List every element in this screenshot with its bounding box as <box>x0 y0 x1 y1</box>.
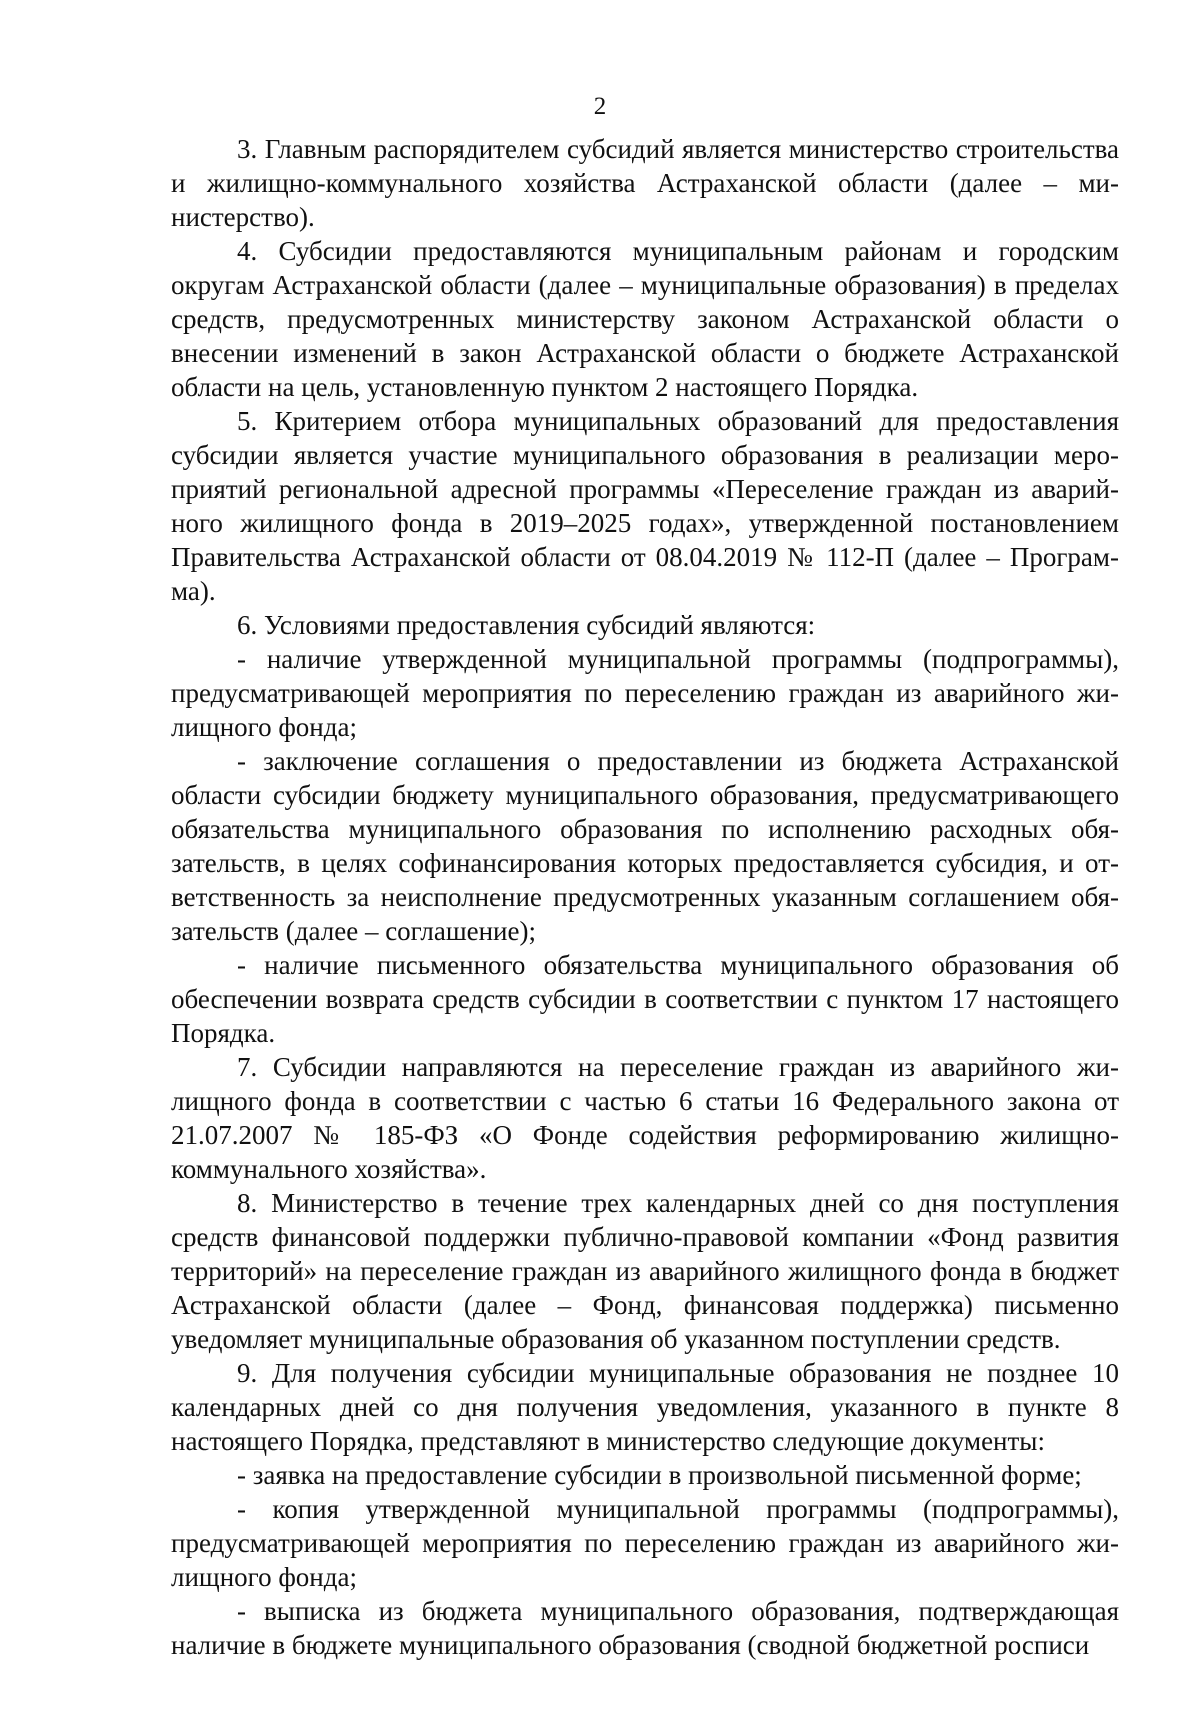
paragraph-7-subsidy-purpose: 7. Субсидии направляются на переселение граждан из аварийного жилищного фонда в соответствии с частью 6 статьи 16 Федерального закона от 21.07.2007 № 185-ФЗ «О Фонде содействия реформированию жилищно-коммунального хозяйства». <box>171 1052 1119 1184</box>
document-item-application: - заявка на предоставление субсидии в произвольной письменной форме; <box>237 1460 1082 1490</box>
paragraph-8-ministry-notification: 8. Министерство в течение трех календарных дней со дня поступления средств финансовой поддержки публично-правовой компании «Фонд развития территорий» на переселение граждан из аварийного жилищного фонда в бюджет Астраханской области (далее – Фонд, финансовая поддержка) письменно уведомляет муниципальные образования об указанном поступлении средств. <box>171 1188 1119 1354</box>
paragraph-9-documents-heading: 9. Для получения субсидии муниципальные образования не позднее 10 календарных дней со дня получения уведомления, указанного в пункте 8 настоящего Порядка, представляют в министерство следующие документы: <box>171 1358 1119 1456</box>
page-number: 2 <box>593 93 607 120</box>
document-item-budget-extract: - выписка из бюджета муниципального образования, подтверждающая наличие в бюджете муниципального образования (сводной бюджетной росписи <box>171 1596 1119 1660</box>
paragraph-3-chief-administrator: 3. Главным распорядителем субсидий является министерство строительства и жилищно-коммунального хозяйства Астраханской области (далее – министерство). <box>171 134 1119 232</box>
condition-item-agreement: - заключение соглашения о предоставлении из бюджета Астраханской области субсидии бюджету муниципального образования, предусматривающего обязательства муниципального образования по исполнению расходных обязательств, в целях софинансирования которых предоставляется субсидия, и ответственность за неисполнение предусмотренных указанным соглашением обязательств (далее – соглашение); <box>171 746 1119 946</box>
document-body <box>171 132 1119 1662</box>
document-item-program-copy: - копия утвержденной муниципальной программы (подпрограммы), предусматривающей мероприятия по переселению граждан из аварийного жилищного фонда; <box>171 1494 1119 1592</box>
paragraph-6-conditions-heading: 6. Условиями предоставления субсидий являются: <box>237 610 816 640</box>
paragraph-4-subsidy-recipients: 4. Субсидии предоставляются муниципальным районам и городским округам Астраханской области (далее – муниципальные образования) в пределах средств, предусмотренных министерству законом Астраханской области о внесении изменений в закон Астраханской области о бюджете Астраханской области на цель, установленную пунктом 2 настоящего Порядка. <box>171 236 1119 402</box>
condition-item-program: - наличие утвержденной муниципальной программы (подпрограммы), предусматривающей мероприятия по переселению граждан из аварийного жилищного фонда; <box>171 644 1119 742</box>
condition-item-refund-obligation: - наличие письменного обязательства муниципального образования об обеспечении возврата средств субсидии в соответствии с пунктом 17 настоящего Порядка. <box>171 950 1119 1048</box>
paragraph-5-selection-criterion: 5. Критерием отбора муниципальных образований для предоставления субсидии является участие муниципального образования в реализации мероприятий региональной адресной программы «Переселение граждан из аварийного жилищного фонда в 2019–2025 годах», утвержденной постановлением Правительства Астраханской области от 08.04.2019 № 112-П (далее – Программа). <box>171 406 1119 606</box>
